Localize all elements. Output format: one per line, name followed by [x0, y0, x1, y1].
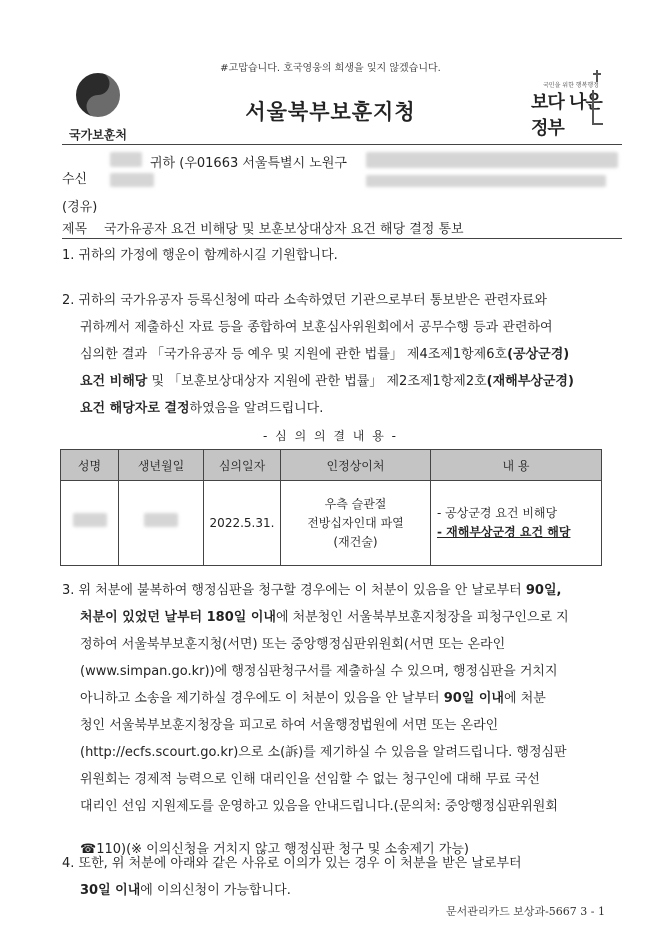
table-header-row: [61, 450, 602, 481]
paragraph-2-line-3: 심의한 결과 「국가유공자 등 예우 및 지원에 관한 법률」 제4조제1항제6호(공상군경): [80, 347, 570, 362]
paragraph-3: [62, 577, 607, 863]
subject-divider: [62, 238, 622, 239]
paragraph-2-line-2: 귀하께서 제출하신 자료 등을 종합하여 보훈심사위원회에서 공무수행 등과 관련하여: [80, 320, 553, 335]
paragraph-3-line-4: (www.simpan.go.kr))에 행정심판청구서를 제출하실 수 있으며, 행정심판을 거치지: [80, 664, 558, 679]
paragraph-3-line-10: ☎110)(※ 이의신청을 거치지 않고 행정심판 청구 및 소송제기 가능): [80, 842, 470, 857]
paragraph-3-line-9: 대리인 선임 지원제도를 운영하고 있음을 안내드립니다.(문의처: 중앙행정심판위원회: [80, 799, 558, 814]
government-slogan-small: 국민을 위한 행복행정: [543, 82, 599, 89]
via-label: (경유): [62, 200, 98, 215]
cell-name-redacted: [61, 481, 119, 566]
address-redacted-2: [366, 172, 606, 191]
recipient-label: 수신: [62, 172, 88, 187]
col-header-injury: 인정상이처: [281, 450, 431, 481]
header-divider: [62, 144, 622, 145]
agency-title: 서울북부보훈지청: [245, 100, 416, 124]
paragraph-3-line-1: 3. 위 처분에 불복하여 행정심판을 청구할 경우에는 이 처분이 있음을 안 날로부터 90일,: [62, 583, 562, 598]
paragraph-3-line-3: 정하여 서울북부보훈지청(서면) 또는 중앙행정심판위원회(서면 또는 온라인: [80, 637, 506, 652]
recipient-name-redacted: [110, 152, 142, 171]
paragraph-2-line-1: 2. 귀하의 국가유공자 등록신청에 따라 소속하였던 기관으로부터 통보받은 관련자료와: [62, 293, 547, 308]
paragraph-3-line-8: 위원회는 경제적 능력으로 인해 대리인을 선임할 수 없는 청구인에 대해 무료 국선: [80, 772, 540, 787]
agency-name-small: 국가보훈처: [69, 128, 127, 142]
cell-birth-redacted: [119, 481, 204, 566]
paragraph-4: [62, 850, 607, 904]
bold-gongsang: (공상군경): [507, 347, 570, 362]
recipient-name-redacted-2: [110, 172, 154, 191]
bracket-deco-icon: [591, 70, 605, 128]
paragraph-4-line-1: 4. 또한, 위 처분에 아래와 같은 사유로 이의가 있는 경우 이 처분을 받은 날로부터: [62, 856, 522, 871]
paragraph-3-line-7: (http://ecfs.scourt.go.kr)으로 소(訴)를 제기하실 수 있음을 알려드립니다. 행정심판: [80, 745, 567, 760]
cell-injury: 우측 슬관절 전방십자인대 파열 (재건술): [281, 481, 431, 566]
paragraph-2-line-4: 요건 비해당 및 「보훈보상대상자 지원에 관한 법률」 제2조제1항제2호(재해부상군경): [80, 374, 574, 389]
paragraph-3-line-2: 처분이 있었던 날부터 180일 이내에 처분청인 서울북부보훈지청장을 피청구인으로 지: [80, 610, 569, 625]
document-footer: 문서관리카드 보상과-5667 3 - 1: [445, 905, 605, 918]
decision-section-title: - 심 의 의 결 내 용 -: [263, 429, 398, 443]
decision-table: [60, 449, 602, 566]
paragraph-3-line-5: 아니하고 소송을 제기하실 경우에도 이 처분이 있음을 안 날부터 90일 이내에 처분: [80, 691, 546, 706]
paragraph-2: [62, 287, 607, 422]
address-redacted: [366, 152, 618, 172]
paragraph-1: 1. 귀하의 가정에 행운이 함께하시길 기원합니다.: [62, 248, 338, 263]
header-slogan: #고맙습니다. 호국영웅의 희생을 잊지 않겠습니다.: [220, 63, 441, 74]
col-header-content: 내 용: [431, 450, 602, 481]
col-header-name: 성명: [61, 450, 119, 481]
cell-date: 2022.5.31.: [204, 481, 281, 566]
subject-text: 국가유공자 요건 비해당 및 보훈보상대상자 요건 해당 결정 통보: [104, 222, 464, 237]
col-header-birth: 생년월일: [119, 450, 204, 481]
paragraph-2-line-5: 요건 해당자로 결정하였음을 알려드립니다.: [80, 401, 324, 416]
recipient-address: 귀하 (우01663 서울특별시 노원구: [150, 156, 347, 171]
table-row: [61, 481, 602, 566]
paragraph-4-line-2: 30일 이내에 이의신청이 가능합니다.: [80, 883, 291, 898]
col-header-date: 심의일자: [204, 450, 281, 481]
cell-content: - 공상군경 요건 비해당 - 재해부상군경 요건 해당: [431, 481, 602, 566]
subject-label: 제목: [62, 222, 88, 237]
paragraph-3-line-6: 청인 서울북부보훈지청장을 피고로 하여 서울행정법원에 서면 또는 온라인: [80, 718, 499, 733]
government-slogan-main: 보다 나은 정부: [531, 92, 602, 139]
